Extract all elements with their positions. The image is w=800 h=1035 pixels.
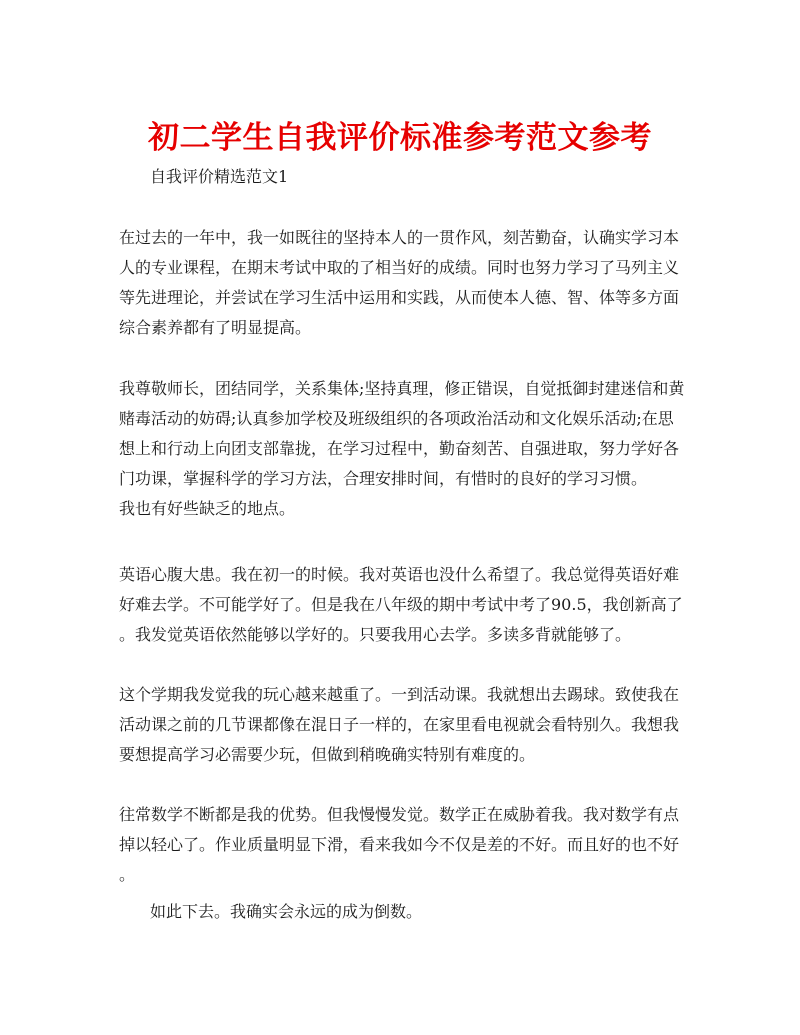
paragraph-3: [119, 560, 681, 650]
paragraph-line: 人的专业课程，在期末考试中取的了相当好的成绩。同时也努力学习了马列主义: [119, 258, 680, 277]
paragraph-line: 掉以轻心了。作业质量明显下滑，看来我如今不仅是差的不好。而且好的也不好: [119, 835, 680, 854]
paragraph-line: 我尊敬师长，团结同学，关系集体;坚持真理，修正错误，自觉抵御封建迷信和黄: [119, 379, 685, 398]
paragraph-line: 活动课之前的几节课都像在混日子一样的，在家里看电视就会看特别久。我想我: [119, 715, 680, 734]
document-subtitle: 自我评价精选范文1: [150, 167, 289, 186]
paragraph-2: [119, 374, 685, 524]
paragraph-line: 如此下去。我确实会永远的成为倒数。: [150, 902, 423, 921]
paragraph-line: 我也有好些缺乏的地点。: [119, 499, 296, 518]
paragraph-line: 往常数学不断都是我的优势。但我慢慢发觉。数学正在威胁着我。我对数学有点: [119, 805, 680, 824]
paragraph-line: 英语心腹大患。我在初一的时候。我对英语也没什么希望了。我总觉得英语好难: [119, 565, 680, 584]
paragraph-line: 在过去的一年中，我一如既往的坚持本人的一贯作风，刻苦勤奋，认确实学习本: [119, 228, 680, 247]
paragraph-line: 门功课，掌握科学的学习方法，合理安排时间，有惜时的良好的学习习惯。: [119, 469, 648, 488]
document-title: 初二学生自我评价标准参考范文参考: [148, 120, 652, 156]
paragraph-line: 赌毒活动的妨碍;认真参加学校及班级组织的各项政治活动和文化娱乐活动;在思: [119, 409, 674, 428]
paragraph-4: [119, 680, 681, 770]
paragraph-line: 要想提高学习必需要少玩，但做到稍晚确实特别有难度的。: [119, 745, 536, 764]
paragraph-line: 等先进理论，并尝试在学习生活中运用和实践，从而使本人德、智、体等多方面: [119, 288, 680, 307]
paragraph-5: [119, 800, 681, 890]
paragraph-line: 好难去学。不可能学好了。但是我在八年级的期中考试中考了90.5，我创新高了: [119, 595, 683, 614]
paragraph-line: 想上和行动上向团支部靠拢，在学习过程中，勤奋刻苦、自强进取，努力学好各: [119, 439, 680, 458]
paragraph-line: 。我发觉英语依然能够以学好的。只要我用心去学。多读多背就能够了。: [119, 625, 632, 644]
paragraph-line: 这个学期我发觉我的玩心越来越重了。一到活动课。我就想出去踢球。致使我在: [119, 685, 680, 704]
paragraph-line: 综合素养都有了明显提高。: [119, 318, 312, 337]
paragraph-6: [150, 897, 681, 927]
paragraph-line: 。: [119, 865, 136, 884]
paragraph-1: [119, 223, 681, 343]
